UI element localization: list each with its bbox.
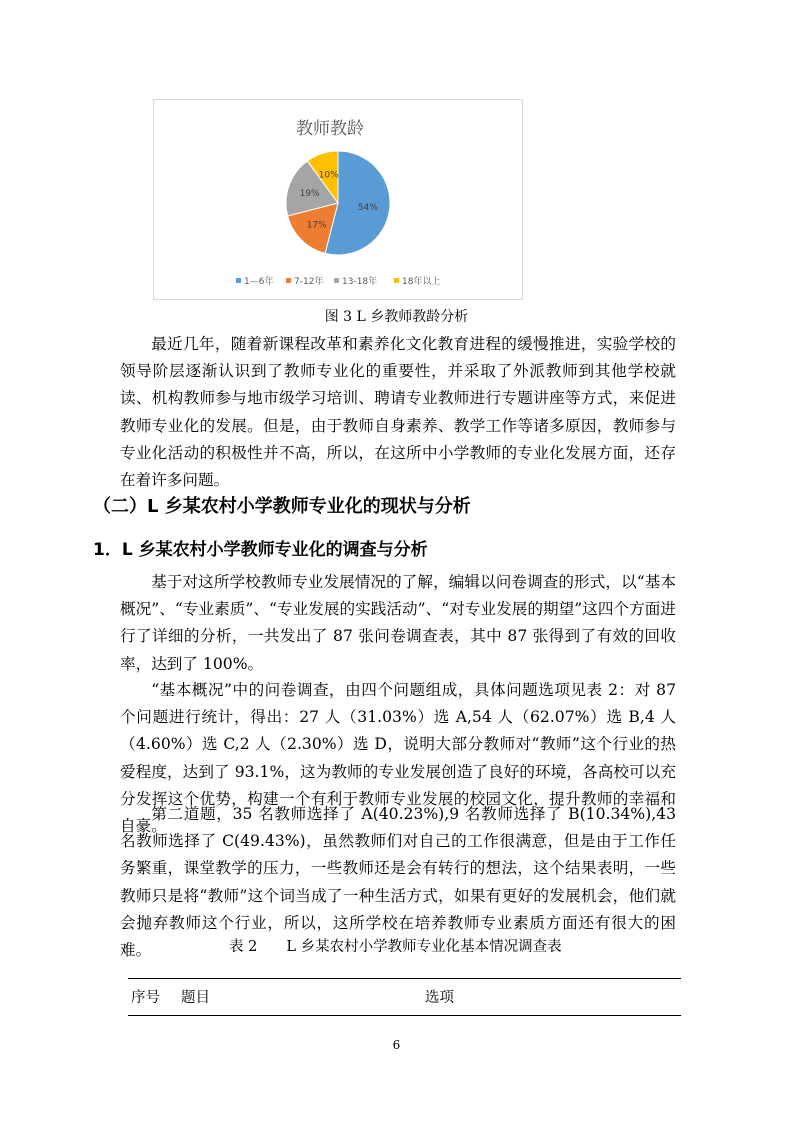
pie-data-label: 54% [357, 202, 378, 213]
body-paragraph-2 [120, 569, 676, 678]
legend-label: 7-12年 [294, 277, 324, 287]
pie-chart [153, 99, 523, 300]
pie-data-label: 17% [306, 220, 327, 231]
chart-title: 教师教龄 [296, 119, 364, 139]
legend-swatch [334, 278, 339, 283]
subsection-heading: 1．L 乡某农村小学教师专业化的调查与分析 [93, 540, 428, 560]
table-top-rule [128, 978, 681, 979]
page-number: 6 [392, 1038, 401, 1052]
pie-data-label: 19% [299, 188, 320, 199]
pie-data-label: 10% [318, 170, 339, 181]
pie-chart-svg [154, 100, 522, 299]
legend-swatch [236, 278, 241, 283]
table-header-index: 序号 [131, 990, 160, 1006]
table-header-question: 题目 [181, 990, 210, 1006]
table-caption: 表 2 L 乡某农村小学教师专业化基本情况调查表 [229, 939, 562, 955]
paragraph-text: 最近几年，随着新课程改革和素养化文化教育进程的缓慢推进，实验学校的领导阶层逐渐认识到了教师专业化的重要性，并采取了外派教师到其他学校就读、机构教师参与地市级学习培训、聘请专业教师进行专题讲座等方式，来促进教师专业化的发展。但是，由于教师自身素养、教学工作等诸多原因，教师参与专业化活动的积极性并不高，所以，在这所中小学教师的专业化发展方面，还存在着许多问题。 [120, 335, 676, 490]
section-heading: （二）L 乡某农村小学教师专业化的现状与分析 [93, 496, 471, 517]
table-header-rule [128, 1015, 681, 1016]
legend-label: 1—6年 [244, 277, 274, 287]
paragraph-text: “基本概况”中的问卷调查，由四个问题组成，具体问题选项见表 2：对 87 个问题进行统计，得出：27 人（31.03%）选 A,54 人（62.07%）选 B,4 人（4.60%）选 C,2 人（2.30%）选 D，说明大部分教师对“教师”这个行业的热爱程度，达到了 93.1%，这为教师的专业发展创造了良好的环境，各高校可以充分发挥这个优势，构建一个有利于教师专业发展的校园文化，提升教师的幸福和自豪。 [120, 681, 676, 836]
legend-label: 13-18年 [342, 277, 378, 287]
legend-swatch [286, 278, 291, 283]
table-header-options: 选项 [425, 990, 454, 1006]
figure-caption: 图 3 L 乡教师教龄分析 [324, 309, 469, 325]
body-paragraph-1 [120, 331, 676, 494]
paragraph-text: 基于对这所学校教师专业发展情况的了解，编辑以问卷调查的形式，以“基本概况”、“专业素质”、“专业发展的实践活动”、“对专业发展的期望”这四个方面进行了详细的分析，一共发出了 87 张问卷调查表，其中 87 张得到了有效的回收率，达到了 100%。 [120, 573, 676, 673]
paragraph-text: 第二道题，35 名教师选择了 A(40.23%),9 名教师选择了 B(10.34%),43 名教师选择了 C(49.43%)，虽然教师们对自己的工作很满意，但是由于工作任务繁重，课堂教学的压力，一些教师还是会有转行的想法，这个结果表明，一些教师只是将“教师”这个词当成了一种生活方式，如果有更好的发展机会，他们就会抛弃教师这个行业，所以，这所学校在培养教师专业素质方面还有很大的困难。 [120, 805, 676, 960]
legend-swatch [394, 278, 399, 283]
legend-label: 18年以上 [402, 277, 441, 287]
